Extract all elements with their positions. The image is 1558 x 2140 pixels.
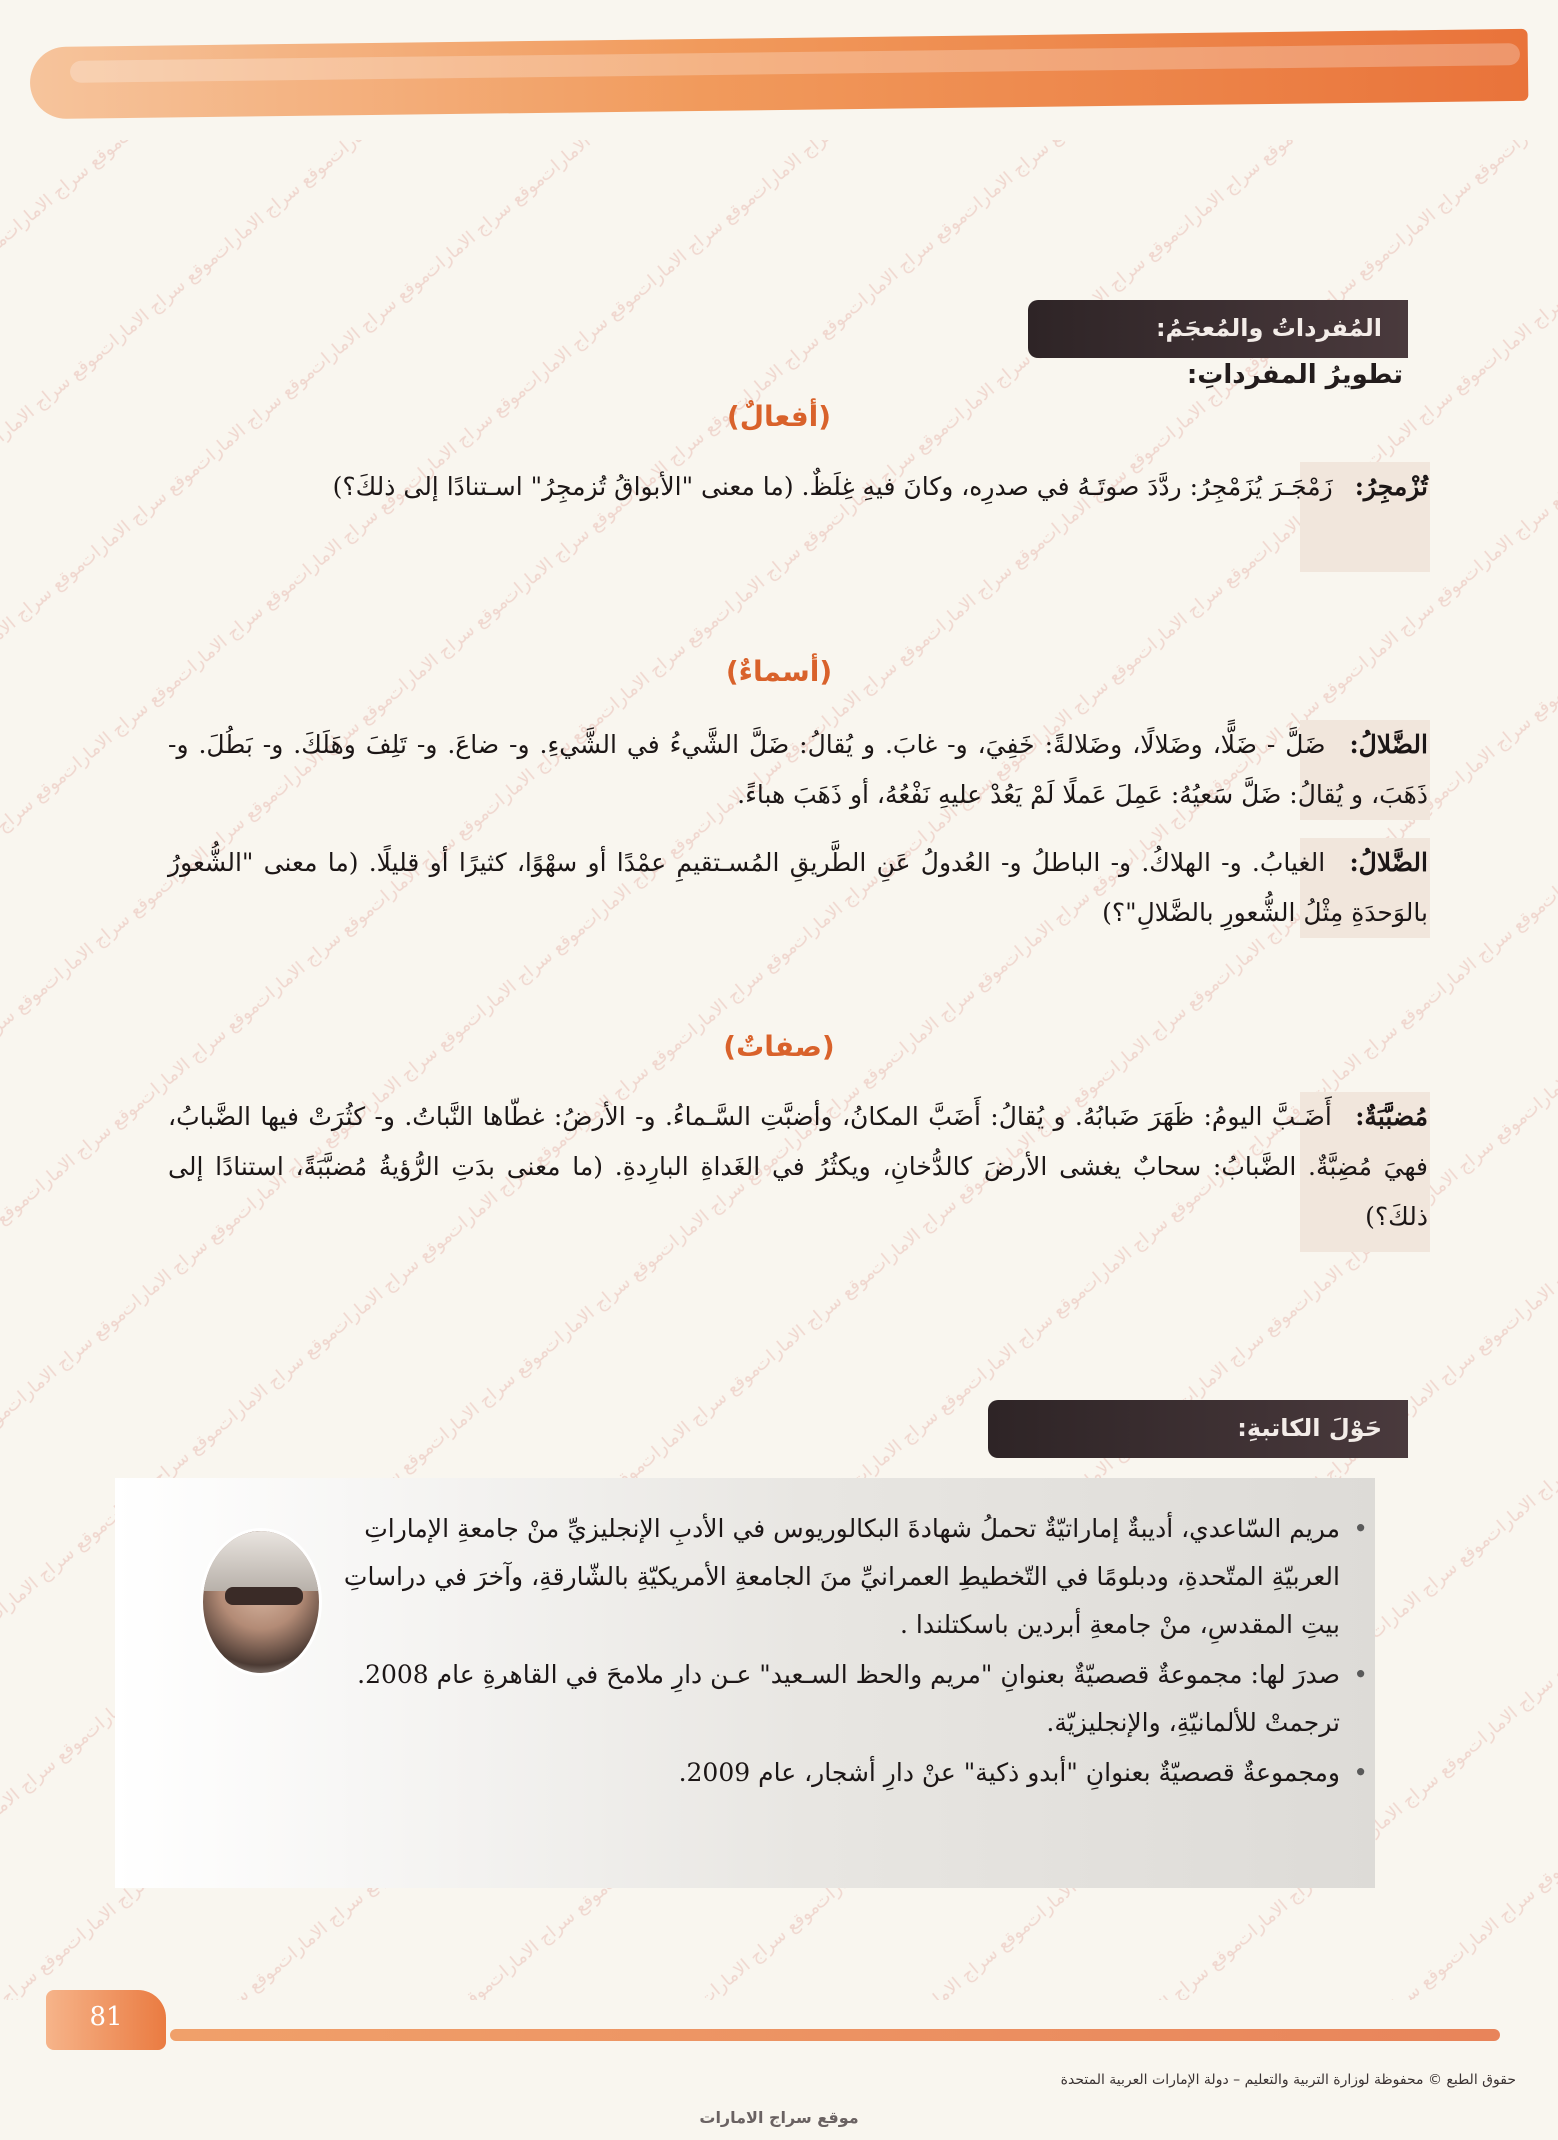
vocab-subheading: تطويرُ المفرداتِ: [1186, 360, 1403, 390]
vocab-entry [168, 462, 1428, 512]
vocab-definition: أَضَـبَّ اليومُ: ظَهَرَ ضَبابُهُ. و يُقالُ: أَضَبَّ المكانُ، وأضبَّتِ السَّـماءُ. و- الأرضُ: غطّاها النَّباتُ. و- كثُرَتْ فيها الضَّبابُ، فهيَ مُضِبَّةٌ. الضَّبابُ: سحابٌ يغشى الأرضَ كالدُّخانِ، ويكثُرُ في الغَداةِ البارِدةِ. (ما معنى بدَتِ الرُّؤيةُ مُضبَّبَةً، استنادًا إلى ذلكَ؟) [168, 1102, 1428, 1231]
copyright-text: حقوق الطبع © محفوظة لوزارة التربية والتعليم – دولة الإمارات العربية المتحدة [1060, 2072, 1516, 2088]
vocab-definition: زَمْجَـرَ يُزَمْجِرُ: ردَّدَ صوتَـهُ في صدرِه، وكانَ فيهِ غِلَظٌ. (ما معنى "الأبواقُ تُزمجِرُ" اسـتنادًا إلى ذلكَ؟) [332, 472, 1333, 501]
vocab-definition: ضَلَّ - ضَلًّا، وضَلالًا، وضَلالةً: خَفِيَ، و- غابَ. و يُقالُ: ضَلَّ الشَّيءُ في الشَّيءِ. و- ضاعَ. و- تَلِفَ وهَلَكَ. و- بَطُلَ. و- ذَهَبَ، و يُقالُ: ضَلَّ سَعيُهُ: عَمِلَ عَملًا لَمْ يَعُدْ عليهِ نَفْعُهُ، أو ذَهَبَ هباءً. [168, 730, 1428, 809]
vocab-entry [168, 1092, 1428, 1242]
author-bullet: • مريم السّاعدي، أديبةٌ إماراتيّةٌ تحملُ شهادةَ البكالوريوس في الأدبِ الإنجليزيِّ منْ جامعةِ الإماراتِ العربيّةِ المتّحدةِ، ودبلومًا في التّخطيطِ العمرانيِّ منَ الجامعةِ الأمريكيّةِ بالشّارقةِ، وآخرَ في دراساتِ بيتِ المقدسِ، منْ جامعةِ أبردين باسكتلندا . [303, 1505, 1368, 1649]
author-bullet-list [303, 1505, 1368, 1799]
author-section-header [988, 1400, 1408, 1458]
vocab-term: تُزْمجِرُ: [1354, 472, 1428, 501]
author-bullet: • صدرَ لها: مجموعةٌ قصصيّةٌ بعنوانِ "مريم والحظ السـعيد" عـن دارِ ملامحَ في القاهرةِ عام 2008. ترجمتْ للألمانيّةِ، والإنجليزيّة. [303, 1651, 1368, 1747]
author-bullet: • ومجموعةٌ قصصيّةٌ بعنوانِ "أبدو ذكية" عنْ دارِ أشجار، عام 2009. [303, 1749, 1368, 1797]
vocab-entry [168, 838, 1428, 938]
vocab-term: مُضبَّبَةٌ: [1355, 1102, 1428, 1131]
vocab-definition: الغيابُ. و- الهلاكُ. و- الباطلُ و- العُدولُ عَنِ الطَّريقِ المُسـتقيمِ عمْدًا أو سهْوًا، كثيرًا أو قليلًا. (ما معنى "الشُّعورُ بالوَحدَةِ مِثْلُ الشُّعورِ بالضَّلالِ"؟) [168, 848, 1428, 927]
author-photo-glasses [225, 1587, 303, 1605]
vocab-term: الضَّلالُ: [1349, 848, 1428, 877]
vocab-entry [168, 720, 1428, 820]
category-verbs: (أفعالٌ) [726, 400, 832, 433]
page-number: 81 [46, 1990, 166, 2050]
category-nouns: (أسماءٌ) [725, 655, 833, 688]
footer-line [170, 2029, 1500, 2041]
site-mark: موقع سراج الامارات [699, 2108, 859, 2127]
vocab-term: الضَّلالُ: [1349, 730, 1428, 759]
author-section-title: حَوْلَ الكاتبةِ: [1237, 1414, 1382, 1442]
vocab-section-header [1028, 300, 1408, 358]
vocab-section-title: المُفرداتُ والمُعجَمُ: [1155, 314, 1382, 342]
category-adjectives: (صفاتٌ) [723, 1030, 835, 1063]
